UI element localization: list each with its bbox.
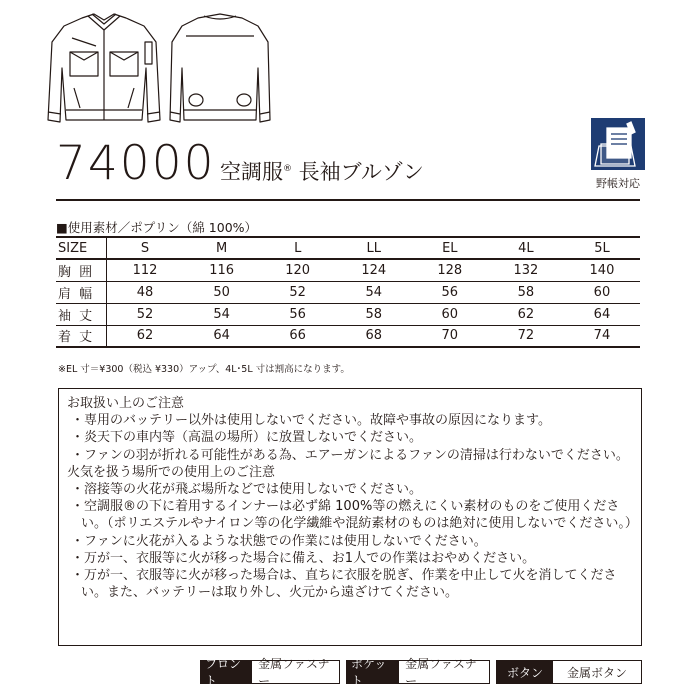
table-cell: 124 xyxy=(336,259,412,281)
table-cell: 120 xyxy=(260,259,336,281)
product-name xyxy=(220,162,424,183)
material-info: ■使用素材／ポプリン（綿 100%） xyxy=(56,220,258,235)
caution-item: ・ 専用のバッテリー以外は使用しないでください。故障や事故の原因になります。 xyxy=(67,412,633,429)
table-cell: 66 xyxy=(260,325,336,347)
spec-tag-button xyxy=(496,660,642,684)
table-cell: 58 xyxy=(336,303,412,325)
table-cell: 58 xyxy=(488,281,564,303)
size-col: EL xyxy=(412,237,488,259)
table-cell: 70 xyxy=(412,325,488,347)
size-col: LL xyxy=(336,237,412,259)
size-header-label: SIZE xyxy=(56,237,106,259)
table-cell: 74 xyxy=(564,325,640,347)
caution-title-fire: 火気を扱う場所での使用上のご注意 xyxy=(67,464,276,480)
table-cell: 48 xyxy=(106,281,184,303)
table-cell: 56 xyxy=(412,281,488,303)
spec-tag-key: ポケット xyxy=(347,661,399,683)
table-cell: 68 xyxy=(336,325,412,347)
table-cell: 64 xyxy=(564,303,640,325)
table-cell: 128 xyxy=(412,259,488,281)
caution-title-handling: お取扱い上のご注意 xyxy=(67,396,185,411)
row-label: 肩 幅 xyxy=(56,281,106,303)
table-cell: 60 xyxy=(412,303,488,325)
spec-tag-value: 金属ボタン xyxy=(553,661,641,683)
table-row xyxy=(56,259,640,281)
table-cell: 72 xyxy=(488,325,564,347)
table-row xyxy=(56,325,640,347)
size-col: 5L xyxy=(564,237,640,259)
size-col: L xyxy=(260,237,336,259)
size-table xyxy=(56,236,640,348)
row-label: 着 丈 xyxy=(56,325,106,347)
table-cell: 54 xyxy=(336,281,412,303)
registered-mark: ® xyxy=(283,164,292,174)
row-label: 袖 丈 xyxy=(56,303,106,325)
table-cell: 140 xyxy=(564,259,640,281)
row-label: 胸 囲 xyxy=(56,259,106,281)
caution-box xyxy=(58,388,642,646)
jacket-front-illustration xyxy=(44,8,164,136)
title-divider xyxy=(56,199,640,201)
spec-tag-value: 金属ファスナー xyxy=(252,661,339,683)
table-cell: 64 xyxy=(184,325,260,347)
spec-tag-key: フロント xyxy=(201,661,252,683)
table-row xyxy=(56,281,640,303)
table-cell: 50 xyxy=(184,281,260,303)
caution-item: ・ 万が一、衣服等に火が移った場合は、直ちに衣服を脱ぎ、作業を中止して火を消してください。また、バッテリーは取り外し、火元から遠ざけてください。 xyxy=(67,567,633,601)
table-cell: 62 xyxy=(106,325,184,347)
notebook-pocket-badge-icon xyxy=(591,118,645,170)
size-col: S xyxy=(106,237,184,259)
spec-tag-front xyxy=(200,657,340,688)
table-cell: 132 xyxy=(488,259,564,281)
table-cell: 52 xyxy=(260,281,336,303)
caution-item: ・ 炎天下の車内等（高温の場所）に放置しないでください。 xyxy=(67,429,633,446)
product-type: 長袖ブルゾン xyxy=(292,160,424,184)
table-cell: 56 xyxy=(260,303,336,325)
jacket-back-illustration xyxy=(168,8,272,136)
caution-item: ・ 空調服®の下に着用するインナーは必ず綿 100%等の燃えにくい素材のものをご使用ください。（ポリエステルやナイロン等の化学繊維や混紡素材のものは絶対に使用しないでください。） xyxy=(67,498,633,532)
table-cell: 60 xyxy=(564,281,640,303)
table-cell: 112 xyxy=(106,259,184,281)
table-cell: 54 xyxy=(184,303,260,325)
size-note: ※EL 寸＝¥300（税込 ¥330）アップ、4L･5L 寸は割高になります。 xyxy=(58,364,350,375)
size-col: M xyxy=(184,237,260,259)
table-cell: 116 xyxy=(184,259,260,281)
size-header-row xyxy=(56,237,640,259)
caution-item: ・ ファンに火花が入るような状態での作業には使用しないでください。 xyxy=(67,533,633,550)
caution-item: ・ ファンの羽が折れる可能性がある為、エアーガンによるファンの清掃は行わないでください。 xyxy=(67,447,633,464)
model-number: 74000 xyxy=(56,136,216,191)
table-row xyxy=(56,303,640,325)
spec-tag-value: 金属ファスナー xyxy=(399,661,489,683)
size-col: 4L xyxy=(488,237,564,259)
spec-tag-pocket xyxy=(346,657,490,688)
product-brand: 空調服 xyxy=(220,160,283,184)
spec-tag-key: ボタン xyxy=(497,661,553,683)
caution-item: ・ 溶接等の火花が飛ぶ場所などでは使用しないでください。 xyxy=(67,481,633,498)
badge-label: 野帳対応 xyxy=(596,177,640,190)
caution-item: ・ 万が一、衣服等に火が移った場合に備え、お1人での作業はおやめください。 xyxy=(67,550,633,567)
table-cell: 52 xyxy=(106,303,184,325)
table-cell: 62 xyxy=(488,303,564,325)
